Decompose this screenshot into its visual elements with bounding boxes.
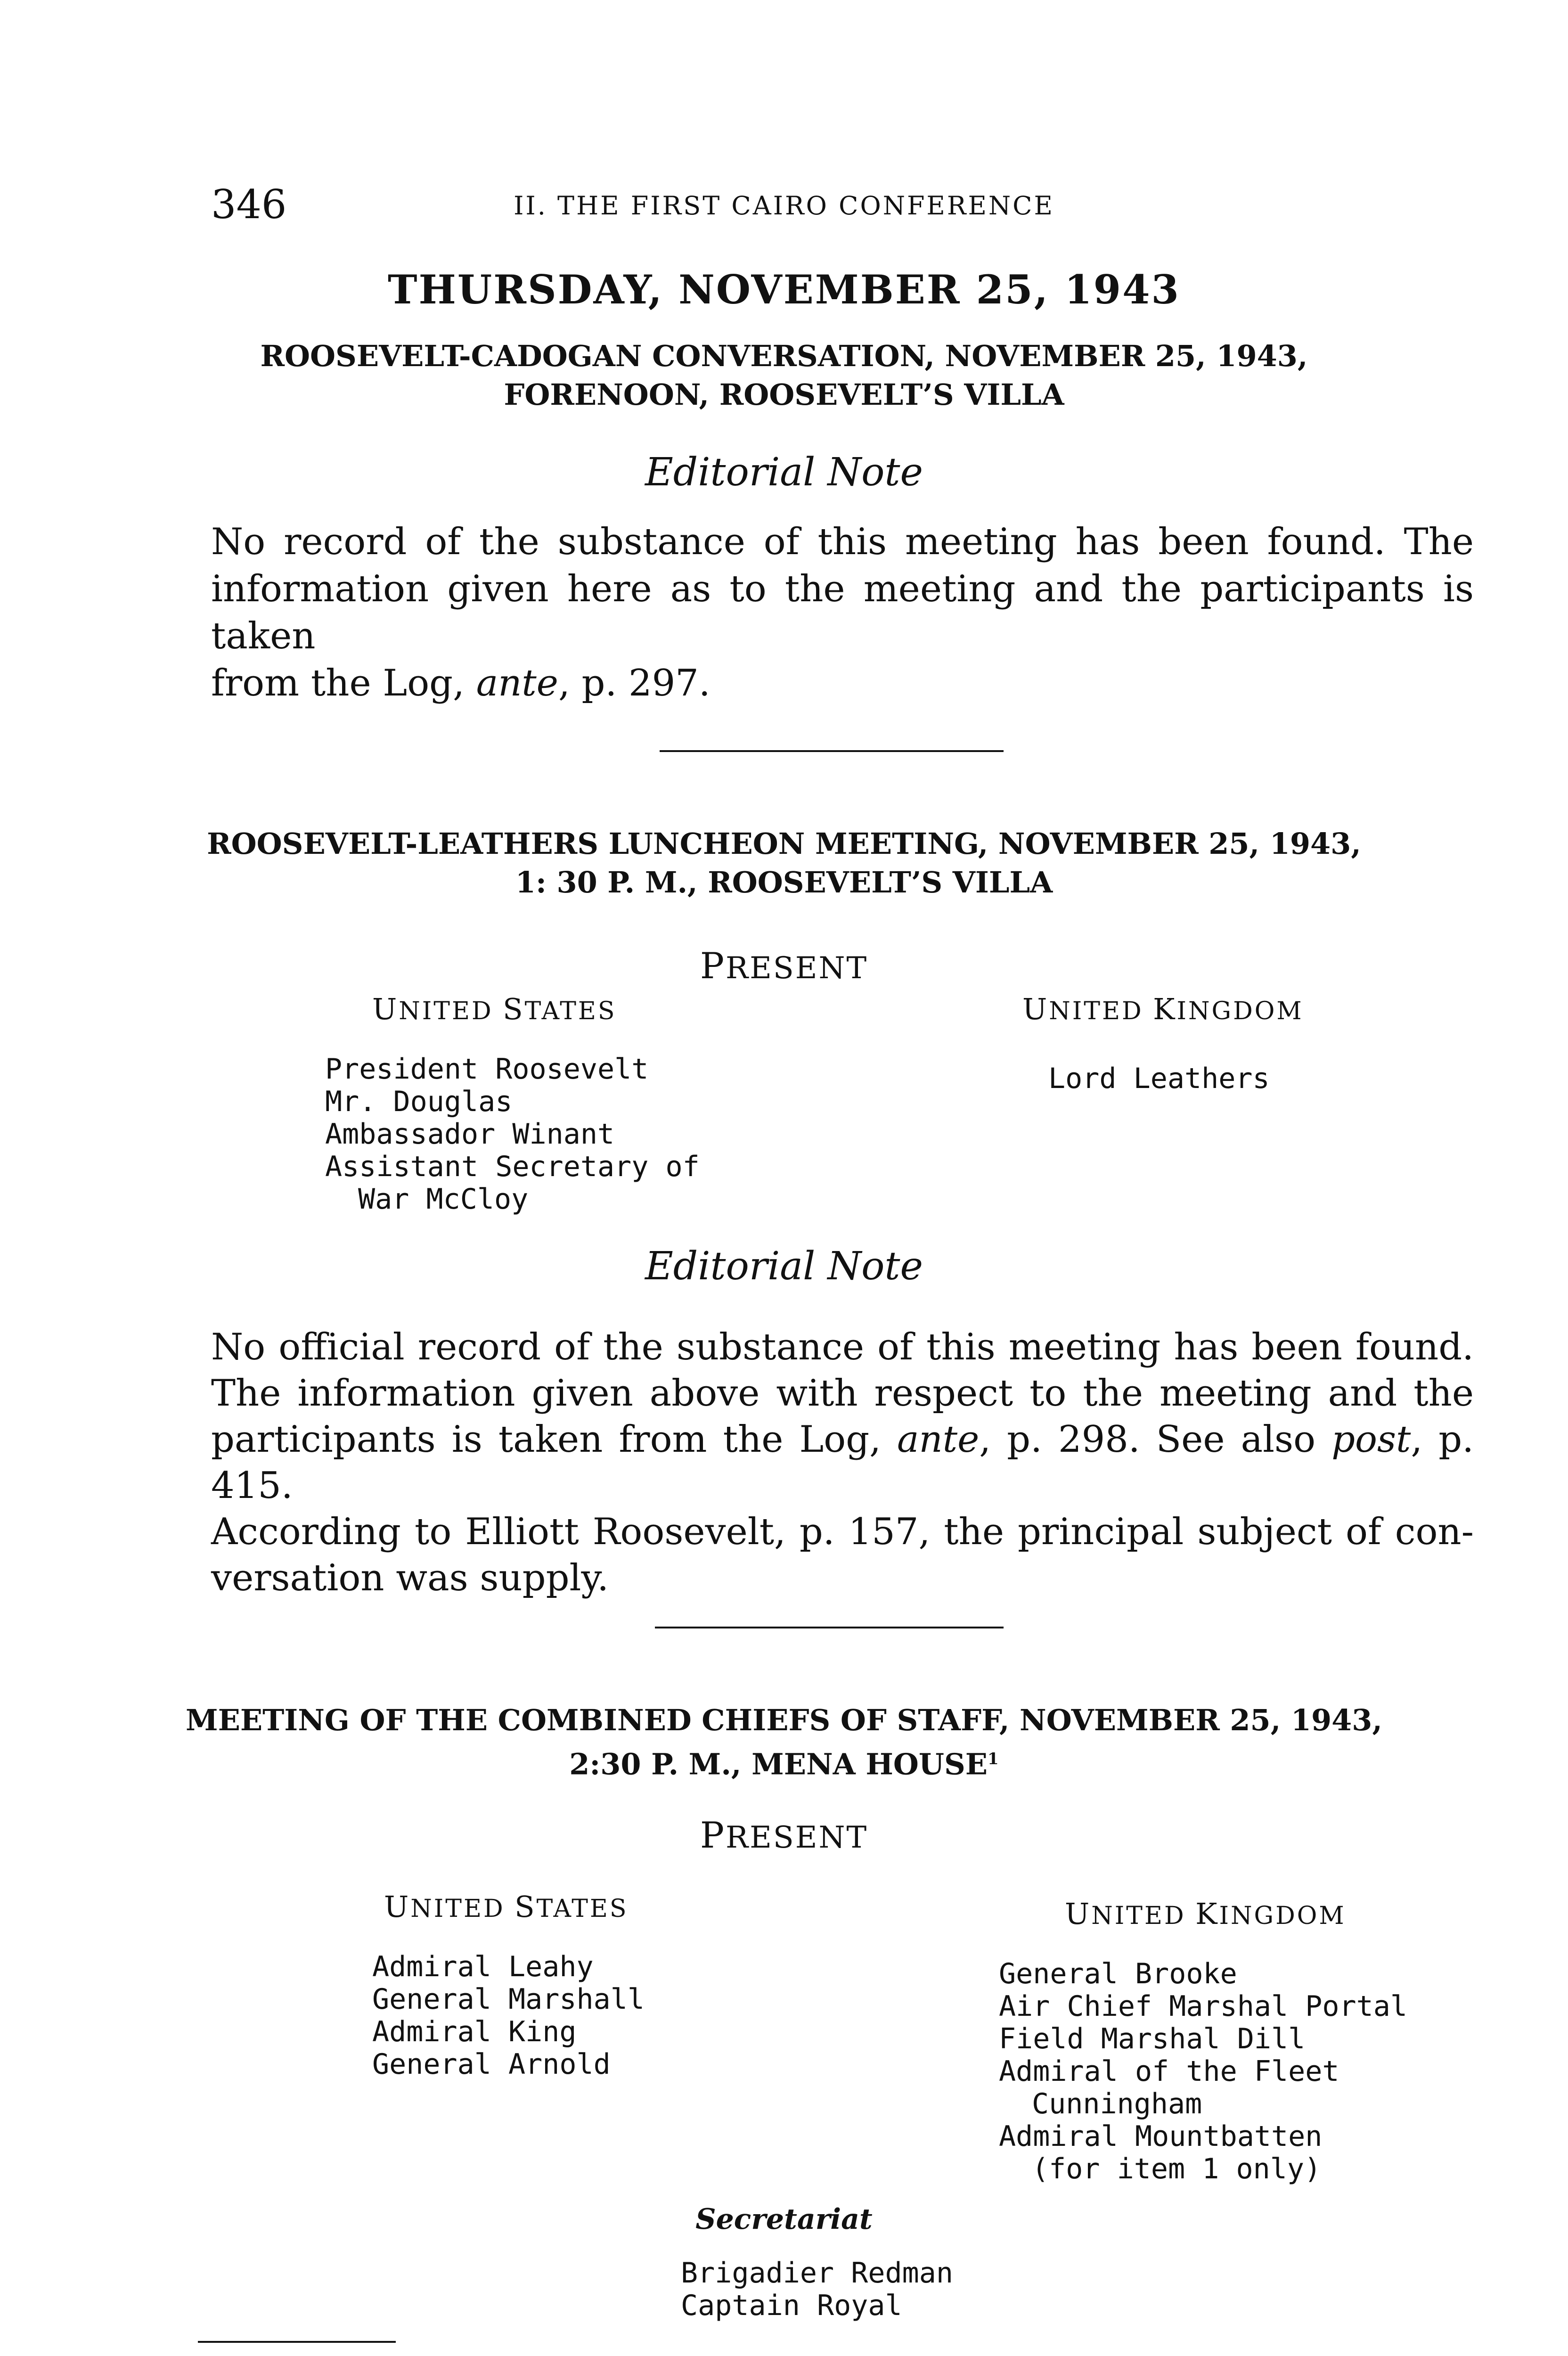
- section2-body-line4: According to Elliott Roosevelt, p. 157, the principal subject of con-: [211, 1511, 1474, 1553]
- us-name-continuation: War McCloy: [358, 1183, 529, 1216]
- section2-uk-label: [1022, 992, 1304, 1026]
- section3-uk-label-cap1: U: [1065, 1897, 1092, 1931]
- section2-body-line5: versation was supply.: [211, 1557, 609, 1599]
- uk-name: Lord Leathers: [1048, 1062, 1270, 1095]
- section3-uk-label-cap2: K: [1195, 1897, 1219, 1931]
- section2-us-names: [325, 1053, 700, 1216]
- secretariat-label: Secretariat: [695, 2203, 873, 2236]
- section3-us-label-cap2: S: [514, 1890, 537, 1924]
- section2-us-label: [372, 992, 616, 1026]
- section1-body-line3-italic: ante: [476, 662, 558, 704]
- section3-uk-label: [1065, 1897, 1346, 1931]
- section2-us-label-rest2: TATES: [524, 997, 617, 1025]
- uk-name-continuation: Cunningham: [1032, 2087, 1202, 2120]
- section3-present-label: [0, 1814, 1568, 1856]
- section3-present-cap: P: [700, 1814, 726, 1856]
- section2-uk-label-rest1: NITED: [1049, 997, 1153, 1025]
- section2-us-label-rest1: NITED: [399, 997, 503, 1025]
- uk-name: Air Chief Marshal Portal: [999, 1990, 1407, 2023]
- section3-heading-line1: MEETING OF THE COMBINED CHIEFS OF STAFF, NOVEMBER 25, 1943,: [185, 1703, 1383, 1737]
- section3-us-label: [384, 1890, 628, 1924]
- secretariat-name: Captain Royal: [681, 2289, 902, 2322]
- section1-body-line2: information given here as to the meeting and the participants is taken: [211, 568, 1474, 657]
- section2-heading-line2: 1: 30 P. M., ROOSEVELT’S VILLA: [515, 865, 1053, 900]
- section3-heading: [0, 1701, 1568, 1784]
- date-heading: THURSDAY, NOVEMBER 25, 1943: [388, 266, 1180, 313]
- section3-us-label-cap1: U: [384, 1890, 411, 1924]
- section2-body-line3-italic2: post: [1331, 1418, 1411, 1461]
- section1-editorial-note-title: Editorial Note: [645, 450, 923, 495]
- section3-us-label-rest2: TATES: [536, 1895, 629, 1923]
- section2-uk-label-cap1: U: [1022, 992, 1049, 1026]
- us-name: Mr. Douglas: [325, 1085, 513, 1118]
- uk-name: Admiral of the Fleet: [999, 2055, 1339, 2088]
- section1-body-line1: No record of the substance of this meeting has been found. The: [211, 521, 1474, 563]
- uk-name-continuation: (for item 1 only): [1032, 2152, 1322, 2185]
- secretariat-name: Brigadier Redman: [681, 2257, 953, 2290]
- section1-body: [211, 518, 1474, 707]
- section2-body-line3-italic1: ante: [897, 1418, 980, 1461]
- section-divider-1: [660, 750, 1004, 752]
- uk-name: Admiral Mountbatten: [999, 2120, 1323, 2153]
- running-head: II. THE FIRST CAIRO CONFERENCE: [514, 191, 1054, 221]
- section1-body-line3: [211, 660, 1474, 707]
- us-name: Admiral King: [372, 2015, 577, 2048]
- section1-heading-line2: FORENOON, ROOSEVELT’S VILLA: [504, 377, 1064, 412]
- section2-present-cap: P: [700, 945, 726, 987]
- section2-us-label-cap1: U: [372, 992, 399, 1026]
- section3-heading-line2: [0, 1740, 1568, 1784]
- section2-heading-line1: ROOSEVELT-LEATHERS LUNCHEON MEETING, NOVEMBER 25, 1943,: [207, 826, 1361, 861]
- section2-editorial-note-title: Editorial Note: [645, 1244, 923, 1289]
- section2-body-line3-c: , p. 415.: [211, 1418, 1474, 1507]
- section2-uk-label-rest2: INGDOM: [1176, 997, 1304, 1025]
- us-name: Admiral Leahy: [372, 1950, 594, 1983]
- section2-body: [211, 1324, 1474, 1601]
- section1-body-line3-b: , p. 297.: [558, 662, 710, 704]
- section2-body-line2: The information given above with respect to the meeting and the: [211, 1372, 1474, 1415]
- section1-heading-line1: ROOSEVELT-CADOGAN CONVERSATION, NOVEMBER 25, 1943,: [260, 339, 1308, 373]
- section2-uk-label-cap2: K: [1153, 992, 1177, 1026]
- us-name: General Arnold: [372, 2048, 611, 2081]
- section3-heading-line2-text: 2:30 P. M., MENA HOUSE: [569, 1747, 988, 1782]
- section3-us-label-rest1: NITED: [410, 1895, 515, 1923]
- section3-us-names: [372, 1951, 645, 2081]
- us-name: Assistant Secretary of: [325, 1150, 700, 1183]
- us-name: Ambassador Winant: [325, 1118, 615, 1151]
- footnote-rule: [198, 2341, 396, 2343]
- section2-body-line1: No official record of the substance of this meeting has been found.: [211, 1326, 1474, 1368]
- section2-body-line3-a: participants is taken from the Log,: [211, 1418, 898, 1461]
- section3-uk-names: [999, 1958, 1407, 2185]
- footnote-reference: 1: [988, 1750, 999, 1768]
- section3-present-rest: RESENT: [725, 1820, 868, 1855]
- page-number: 346: [211, 181, 287, 228]
- section1-body-line3-a: from the Log,: [211, 662, 476, 704]
- section2-body-line3: [211, 1416, 1474, 1509]
- section2-present-rest: RESENT: [725, 951, 868, 986]
- section2-heading: [0, 825, 1568, 902]
- uk-name: Field Marshal Dill: [999, 2022, 1306, 2055]
- section2-body-line3-b: , p. 298. See also: [979, 1418, 1332, 1461]
- section2-present-label: [0, 945, 1568, 987]
- section-divider-2: [655, 1627, 1004, 1628]
- secretariat-names: [681, 2257, 953, 2322]
- us-name: President Roosevelt: [325, 1053, 649, 1086]
- section3-uk-label-rest1: NITED: [1091, 1902, 1196, 1930]
- section3-uk-label-rest2: INGDOM: [1219, 1902, 1346, 1930]
- section2-uk-names: [1048, 1063, 1270, 1095]
- section1-heading: [0, 337, 1568, 414]
- section2-us-label-cap2: S: [503, 992, 525, 1026]
- uk-name: General Brooke: [999, 1957, 1237, 1990]
- us-name: General Marshall: [372, 1983, 645, 2016]
